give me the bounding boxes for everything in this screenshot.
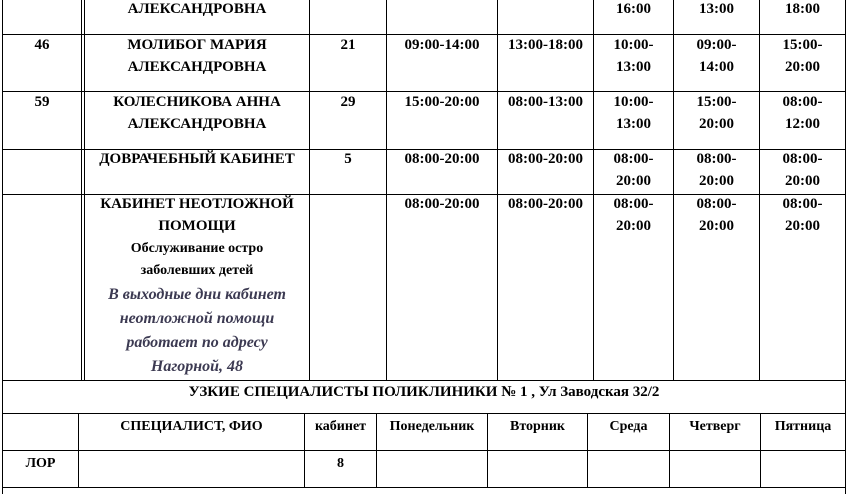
wed-hours: 08:00- <box>613 151 654 167</box>
wed-hours: 10:00- <box>613 37 654 53</box>
fri-hours: 20:00 <box>785 59 820 75</box>
fri-hours: 20:00 <box>785 218 820 234</box>
thu-hours: 13:00 <box>699 1 734 17</box>
header-friday: Пятница <box>774 419 832 434</box>
thu-hours: 20:00 <box>699 218 734 234</box>
row-number: 46 <box>34 37 50 53</box>
grid-line <box>2 450 846 451</box>
grid-line <box>386 0 387 381</box>
grid-line <box>2 0 3 381</box>
thu-hours: 15:00- <box>696 94 737 110</box>
fri-hours: 08:00- <box>782 94 823 110</box>
header-thursday: Четверг <box>689 419 741 434</box>
fri-hours: 08:00- <box>782 151 823 167</box>
wed-hours: 16:00 <box>616 1 651 17</box>
grid-line <box>81 0 82 381</box>
thu-hours: 08:00- <box>696 151 737 167</box>
wed-hours: 08:00- <box>613 196 654 212</box>
header-wednesday: Среда <box>609 419 648 434</box>
tue-hours: 08:00-13:00 <box>508 94 583 110</box>
doctor-name: АЛЕКСАНДРОВНА <box>127 1 267 17</box>
mon-hours: 08:00-20:00 <box>404 151 480 167</box>
tue-hours: 08:00-20:00 <box>508 151 583 167</box>
mon-hours: 15:00-20:00 <box>404 94 480 110</box>
section-title: УЗКИЕ СПЕЦИАЛИСТЫ ПОЛИКЛИНИКИ № 1 , Ул Заводская 32/2 <box>188 384 660 400</box>
row-number: 59 <box>34 94 50 110</box>
service-note: заболевших детей <box>140 263 254 278</box>
thu-hours: 08:00- <box>696 196 737 212</box>
mon-hours: 08:00-20:00 <box>404 196 480 212</box>
service-note: Обслуживание остро <box>130 241 264 256</box>
doctor-name: МОЛИБОГ МАРИЯ <box>127 37 267 53</box>
fri-hours: 18:00 <box>785 1 820 17</box>
doctor-name: КОЛЕСНИКОВА АННА <box>113 94 281 110</box>
grid-line <box>497 0 498 381</box>
weekend-note: В выходные дни кабинет <box>108 286 286 303</box>
header-tuesday: Вторник <box>509 419 565 434</box>
header-specialist: СПЕЦИАЛИСТ, ФИО <box>120 419 263 434</box>
wed-hours: 10:00- <box>613 94 654 110</box>
weekend-note: Нагорной, 48 <box>150 358 244 375</box>
fri-hours: 20:00 <box>785 173 820 189</box>
cabinet-title: КАБИНЕТ НЕОТЛОЖНОЙ <box>100 196 294 212</box>
thu-hours: 20:00 <box>699 116 734 132</box>
cabinet-number: 21 <box>340 37 356 53</box>
cabinet-number: 29 <box>340 94 356 110</box>
wed-hours: 20:00 <box>616 218 651 234</box>
weekend-note: неотложной помощи <box>119 310 275 327</box>
wed-hours: 20:00 <box>616 173 651 189</box>
doctor-name: АЛЕКСАНДРОВНА <box>127 116 267 132</box>
grid-line <box>2 487 846 488</box>
fri-hours: 15:00- <box>782 37 823 53</box>
cabinet-number: 5 <box>344 151 352 167</box>
grid-line <box>2 413 846 414</box>
mon-hours: 09:00-14:00 <box>404 37 480 53</box>
specialty-lor: ЛОР <box>25 456 56 471</box>
wed-hours: 13:00 <box>616 116 651 132</box>
cabinet-number: 8 <box>337 456 344 471</box>
header-cabinet: кабинет <box>314 419 367 434</box>
grid-line <box>309 0 310 381</box>
weekend-note: работает по адресу <box>126 334 268 351</box>
tue-hours: 13:00-18:00 <box>508 37 583 53</box>
header-monday: Понедельник <box>389 419 475 434</box>
doctor-name: АЛЕКСАНДРОВНА <box>127 59 267 75</box>
fri-hours: 12:00 <box>785 116 820 132</box>
thu-hours: 09:00- <box>696 37 737 53</box>
wed-hours: 13:00 <box>616 59 651 75</box>
doctor-name: ДОВРАЧЕБНЫЙ КАБИНЕТ <box>99 151 295 167</box>
fri-hours: 08:00- <box>782 196 823 212</box>
thu-hours: 14:00 <box>699 59 734 75</box>
thu-hours: 20:00 <box>699 173 734 189</box>
grid-line <box>845 0 846 494</box>
tue-hours: 08:00-20:00 <box>508 196 583 212</box>
cabinet-title: ПОМОЩИ <box>158 218 236 234</box>
